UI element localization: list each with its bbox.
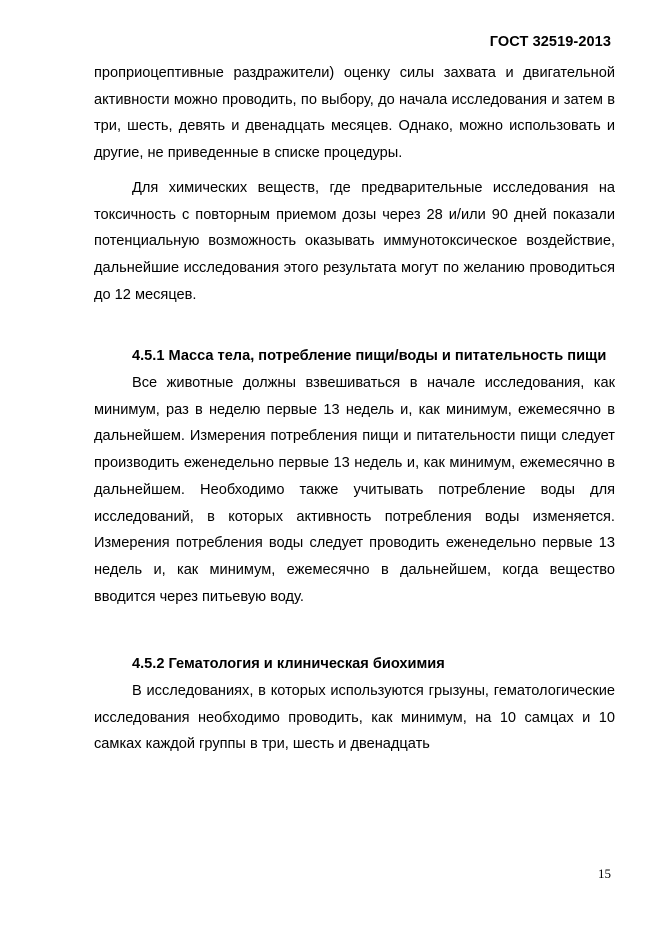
section-heading-4-5-2: 4.5.2 Гематология и клиническая биохимия: [132, 656, 445, 673]
page-number: 15: [598, 866, 611, 881]
paragraph-chemical-substances: Для химических веществ, где предварительные исследования на токсичность с повторным приемом дозы через 28 и/или 90 дней показали потенциальную возможность оказывать иммунотоксическое воздействие, дальнейшие исследования этого результата могут по желанию проводиться до 12 месяцев.: [94, 179, 615, 303]
paragraph-hematology: В исследованиях, в которых используются грызуны, гематологические исследования необходимо проводить, как минимум, на 10 самцах и 10 самках каждой группы в три, шесть и двенадцать: [94, 683, 615, 753]
paragraph-continuation: проприоцептивные раздражители) оценку силы захвата и двигательной активности можно проводить, по выбору, до начала исследования и затем в три, шесть, девять и двенадцать месяцев. Однако, можно использовать и другие, не приведенные в списке процедуры.: [94, 65, 615, 162]
paragraph-body-weight: Все животные должны взвешиваться в начале исследования, как минимум, раз в неделю первые 13 недель и, как минимум, ежемесячно в дальнейшем. Измерения потребления пищи и питательности пищи следует производить еженедельно первые 13 недель и, как минимум, ежемесячно в дальнейшем. Необходимо также учитывать потребление воды для исследований, в которых активность потребления воды изменяется. Измерения потребления воды следует проводить еженедельно первые 13 недель и, как минимум, ежемесячно в дальнейшем, когда вещество вводится через питьевую воду.: [94, 375, 615, 605]
document-body: [94, 60, 615, 758]
section-heading-4-5-1: 4.5.1 Масса тела, потребление пищи/воды и питательность пищи: [132, 348, 607, 365]
document-code: ГОСТ 32519-2013: [489, 34, 611, 50]
